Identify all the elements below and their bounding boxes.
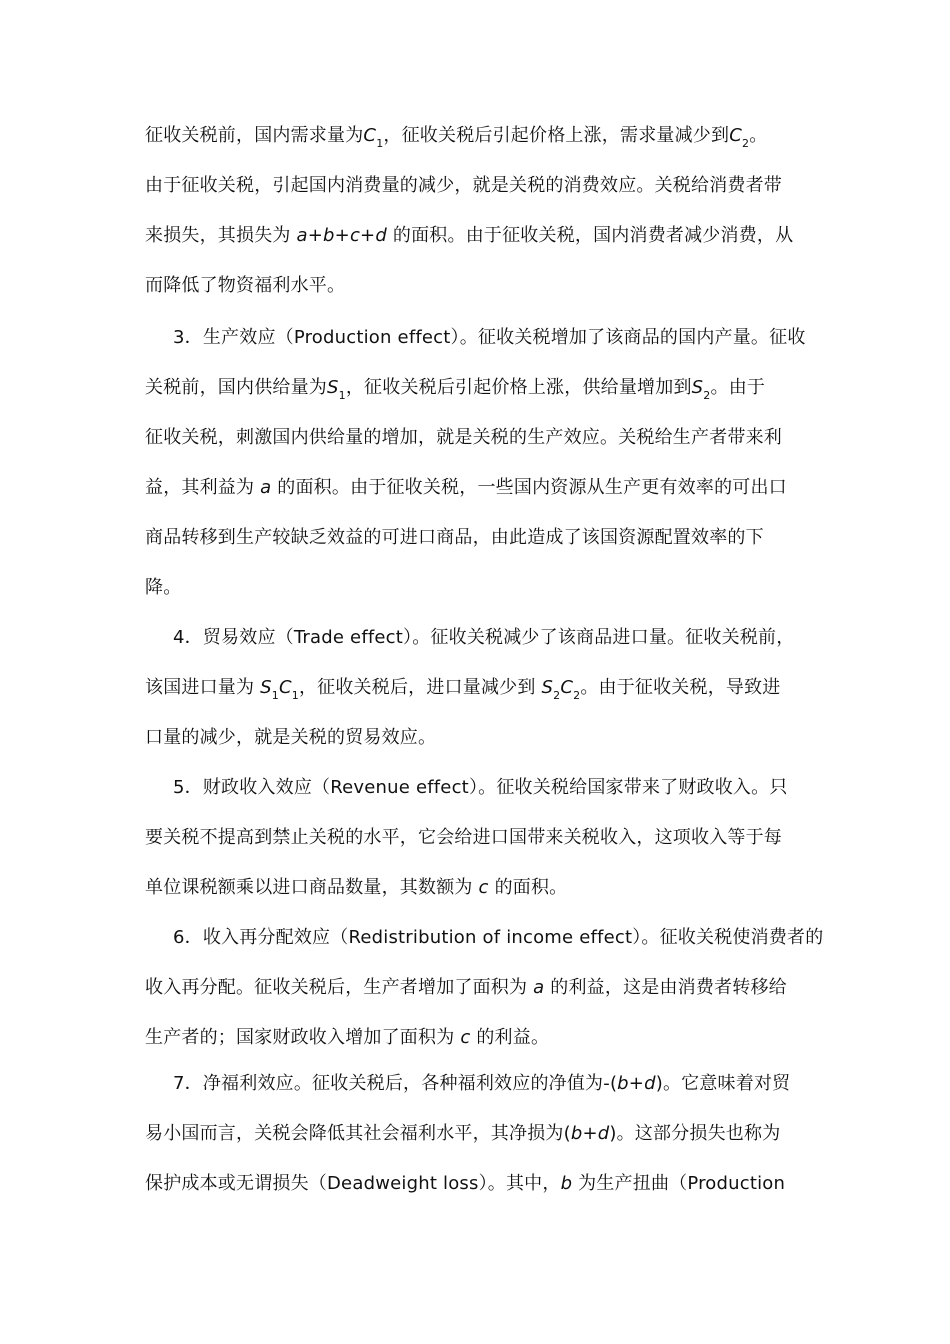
variable: C [560,677,574,698]
variable: c [478,877,489,898]
variable: S [691,377,704,398]
paragraph-revenue-effect [145,774,815,924]
variable: C [729,125,742,146]
text-line: 来损失，其损失为 a+b+c+d 的面积。由于征收关税，国内消费者减少消费，从 [145,225,794,246]
text-line: 生产者的；国家财政收入增加了面积为 c 的利益。 [145,1027,550,1048]
text-line: 易小国而言，关税会降低其社会福利水平，其净损为(b+d)。这部分损失也称为 [145,1123,781,1144]
text-line: 商品转移到生产较缺乏效益的可进口商品，由此造成了该国资源配置效率的下 [145,527,764,548]
text-line: 征收关税前，国内需求量为$C_1$，征收关税后引起价格上涨，需求量减少到$C_2$。 [145,125,768,150]
paragraph-net-welfare-effect [145,1070,815,1220]
text-line: 3．生产效应（Production effect）。征收关税增加了该商品的国内产量。征收 [173,327,806,348]
variable: a+b+c+d [296,225,387,246]
text-line: 收入再分配。征收关税后，生产者增加了面积为 a 的利益，这是由消费者转移给 [145,977,787,998]
variable: C [363,125,377,146]
text-line: 5．财政收入效应（Revenue effect）。征收关税给国家带来了财政收入。只 [173,777,788,798]
variable: b+d [617,1073,656,1094]
text-line: 降。 [145,577,182,598]
text-line: 要关税不提高到禁止关税的水平，它会给进口国带来关税收入，这项收入等于每 [145,827,782,848]
variable: a [533,977,545,998]
variable: S [327,377,339,398]
paragraph-production-effect [145,324,815,624]
text-line: 由于征收关税，引起国内消费量的减少，就是关税的消费效应。关税给消费者带 [145,175,782,196]
text-line: 该国进口量为 $S_1C_1$，征收关税后，进口量减少到 $S_2C_2$。由于征收关税，导致进 [145,677,781,702]
paragraph-consumption-effect [145,122,815,322]
text-line: 口量的减少，就是关税的贸易效应。 [145,727,437,748]
variable: b [560,1173,573,1194]
paragraph-trade-effect [145,624,815,774]
text-line: 保护成本或无谓损失（Deadweight loss）。其中，b 为生产扭曲（Production [145,1173,786,1194]
text-line: 6．收入再分配效应（Redistribution of income effect）。征收关税使消费者的 [173,927,824,948]
variable: c [460,1027,471,1048]
text-line: 7．净福利效应。征收关税后，各种福利效应的净值为-(b+d)。它意味着对贸 [173,1073,791,1094]
text-line: 关税前，国内供给量为$S_1$，征收关税后引起价格上涨，供给量增加到$S_2$。由于 [145,377,766,402]
text-line: 而降低了物资福利水平。 [145,275,346,296]
variable: b+d [570,1123,610,1144]
variable: S [541,677,554,698]
variable: S [260,677,272,698]
text-line: 单位课税额乘以进口商品数量，其数额为 c 的面积。 [145,877,568,898]
paragraph-redistribution-effect [145,924,824,1074]
variable: C [278,677,292,698]
text-line: 4．贸易效应（Trade effect）。征收关税减少了该商品进口量。征收关税前， [173,627,795,648]
variable: a [260,477,272,498]
text-line: 益，其利益为 a 的面积。由于征收关税，一些国内资源从生产更有效率的可出口 [145,477,787,498]
text-line: 征收关税，刺激国内供给量的增加，就是关税的生产效应。关税给生产者带来利 [145,427,782,448]
